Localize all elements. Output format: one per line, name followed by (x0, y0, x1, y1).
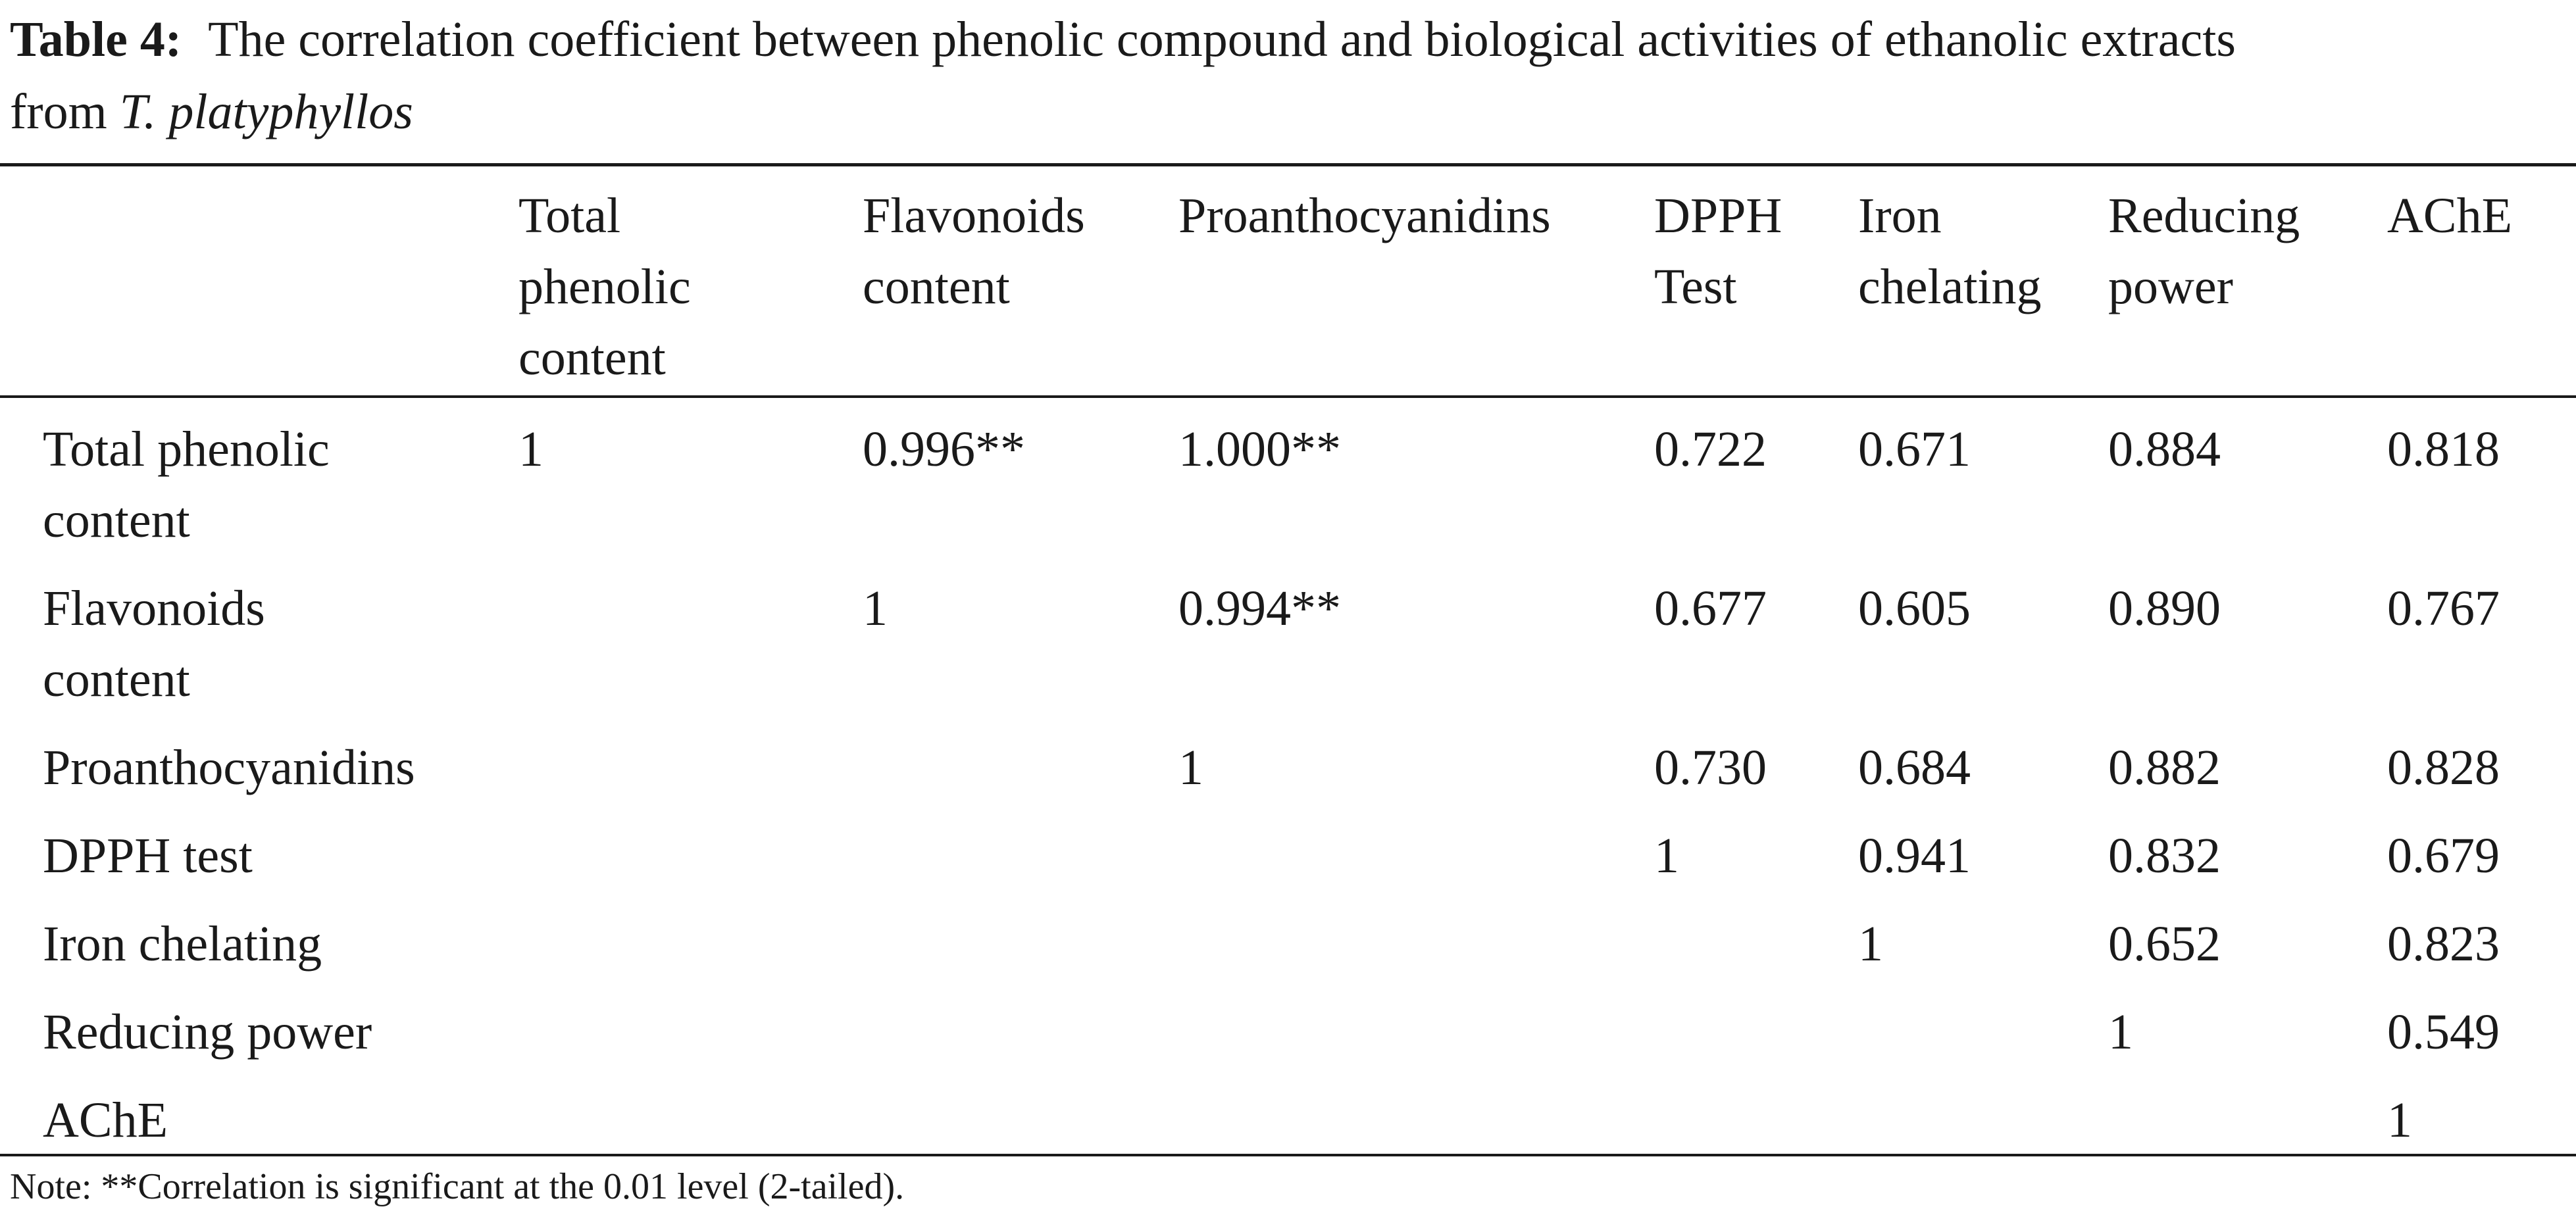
table-cell: 0.832 (2108, 828, 2221, 883)
table-cell: 0.828 (2387, 740, 2500, 795)
table-cell: 0.823 (2387, 916, 2500, 972)
table-cell: 1 (518, 422, 543, 477)
table-cell: 1 (863, 581, 888, 636)
row-label-proanthocyanidins: Proanthocyanidins (43, 740, 415, 795)
table-cell: 0.605 (1858, 581, 1971, 636)
table-cell: 0.730 (1654, 740, 1767, 795)
table-cell: 0.890 (2108, 581, 2221, 636)
table-cell: 1 (2108, 1004, 2133, 1060)
row-label-flavonoids: Flavonoids content (43, 581, 265, 707)
table-cell: 0.722 (1654, 422, 1767, 477)
bottom-rule (0, 1154, 2576, 1156)
table-cell: 0.994** (1178, 581, 1341, 636)
caption-text-line2: from (10, 84, 120, 139)
table-cell: 0.652 (2108, 916, 2221, 972)
col-header-ache: AChE (2387, 188, 2512, 243)
table-label: Table 4: (10, 12, 182, 67)
table-cell: 1.000** (1178, 422, 1341, 477)
table-cell: 0.549 (2387, 1004, 2500, 1060)
table-cell: 1 (1858, 916, 1883, 972)
col-header-iron-chelating: Iron chelating (1858, 188, 2042, 314)
table-cell: 0.684 (1858, 740, 1971, 795)
table-cell: 0.882 (2108, 740, 2221, 795)
table-cell: 1 (1178, 740, 1203, 795)
top-rule (0, 163, 2576, 166)
row-label-dpph: DPPH test (43, 828, 253, 883)
row-label-iron-chelating: Iron chelating (43, 916, 322, 972)
table-cell: 0.996** (863, 422, 1025, 477)
col-header-flavonoids: Flavonoids content (863, 188, 1085, 314)
col-header-proanthocyanidins: Proanthocyanidins (1178, 188, 1551, 243)
table-cell: 0.671 (1858, 422, 1971, 477)
table-cell: 0.679 (2387, 828, 2500, 883)
table-cell: 1 (2387, 1093, 2412, 1148)
caption-text: The correlation coefficient between phenolic compound and biological activities of ethanolic extracts (208, 12, 2236, 67)
table-cell: 0.677 (1654, 581, 1767, 636)
col-header-dpph: DPPH Test (1654, 188, 1782, 314)
row-label-total-phenolic: Total phenolic content (43, 422, 330, 548)
table-cell: 1 (1654, 828, 1679, 883)
header-rule (0, 395, 2576, 398)
row-label-reducing-power: Reducing power (43, 1004, 372, 1060)
table-caption (10, 3, 2569, 148)
species-name: T. platyphyllos (119, 84, 413, 139)
table-cell: 0.767 (2387, 581, 2500, 636)
table-cell: 0.941 (1858, 828, 1971, 883)
row-label-ache: AChE (43, 1093, 168, 1148)
table-cell: 0.818 (2387, 422, 2500, 477)
col-header-total-phenolic: Total phenolic content (518, 188, 691, 385)
col-header-reducing-power: Reducing power (2108, 188, 2300, 314)
table-cell: 0.884 (2108, 422, 2221, 477)
table-note: Note: **Correlation is significant at the 0.01 level (2-tailed). (10, 1166, 905, 1207)
